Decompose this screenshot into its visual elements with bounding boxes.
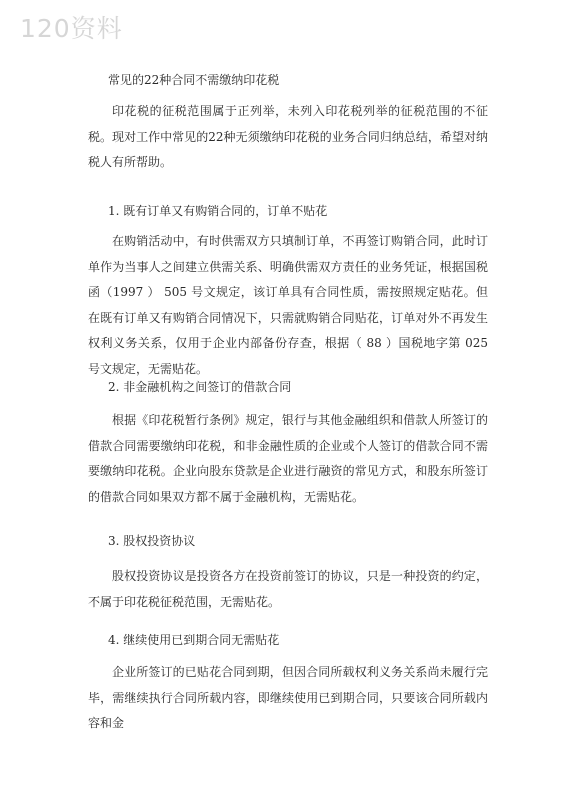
section-body-1: 在购销活动中，有时供需双方只填制订单，不再签订购销合同，此时订单作为当事人之间建立供需关系、明确供需双方责任的业务凭证，根据国税函（1997 ） 505 号文规定，该订单具有合同性质，需按照规定贴花。但在既有订单又有购销合同情况下，只需就购销合同贴花，订单对外不再发生权利义务关系，仅用于企业内部备份存查，根据（ 88 ）国税地字第 025 号文规定，无需贴花。: [88, 234, 488, 376]
section-body-4: 企业所签订的已贴花合同到期，但因合同所载权利义务关系尚未履行完毕，需继续执行合同所载内容，即继续使用已到期合同，只要该合同所载内容和金: [88, 665, 488, 730]
section-heading-4: 4. 继续使用已到期合同无需贴花: [108, 633, 280, 647]
section-heading-3: 3. 股权投资协议: [108, 534, 196, 548]
section-body-3: 股权投资协议是投资各方在投资前签订的协议，只是一种投资的约定，不属于印花税征税范围，无需贴花。: [88, 569, 488, 609]
intro-paragraph: 印花税的征税范围属于正列举，未列入印花税列举的征税范围的不征税。现对工作中常见的22种无须缴纳印花税的业务合同归纳总结，希望对纳税人有所帮助。: [88, 104, 488, 169]
watermark: 120资料: [20, 14, 123, 43]
section-body-2: 根据《印花税暂行条例》规定，银行与其他金融组织和借款人所签订的借款合同需要缴纳印花税，和非金融性质的企业或个人签订的借款合同不需要缴纳印花税。企业向股东贷款是企业进行融资的常见方式，和股东所签订的借款合同如果双方都不属于金融机构，无需贴花。: [88, 413, 488, 504]
section-heading-1: 1. 既有订单又有购销合同的，订单不贴花: [108, 204, 328, 218]
page-title: 常见的22种合同不需缴纳印花税: [108, 73, 280, 87]
section-heading-2: 2. 非金融机构之间签订的借款合同: [108, 380, 292, 394]
